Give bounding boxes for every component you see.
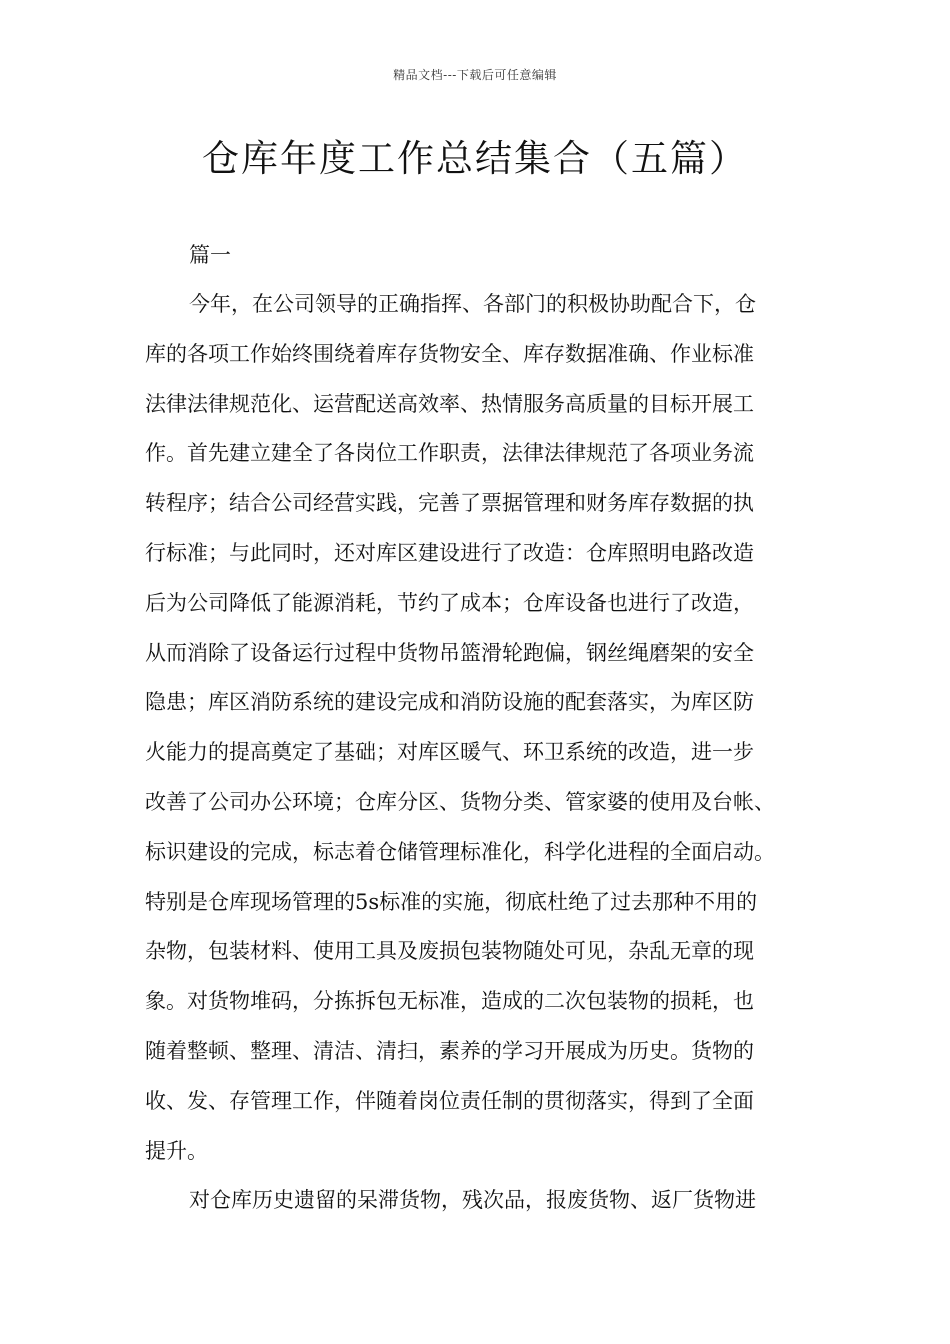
paragraph-line: 行标准；与此同时，还对库区建设进行了改造：仓库照明电路改造 — [145, 540, 754, 565]
paragraph-line: 库的各项工作始终围绕着库存货物安全、库存数据准确、作业标准 — [145, 341, 754, 366]
paragraph-line: 标识建设的完成，标志着仓储管理标准化，科学化进程的全面启动。 — [145, 839, 775, 864]
paragraph-line: 收、发、存管理工作，伴随着岗位责任制的贯彻落实，得到了全面 — [145, 1088, 754, 1113]
paragraph-line: 转程序；结合公司经营实践，完善了票据管理和财务库存数据的执 — [145, 491, 754, 516]
paragraph-2 — [145, 1176, 810, 1226]
paragraph-line: 作。首先建立建全了各岗位工作职责，法律法律规范了各项业务流 — [145, 441, 754, 466]
paragraph-line: 从而消除了设备运行过程中货物吊篮滑轮跑偏，钢丝绳磨架的安全 — [145, 640, 754, 665]
paragraph-1 — [145, 280, 810, 1176]
paragraph-line: 随着整顿、整理、清洁、清扫，素养的学习开展成为历史。货物的 — [145, 1038, 754, 1063]
paragraph-line: 隐患；库区消防系统的建设完成和消防设施的配套落实，为库区防 — [145, 690, 754, 715]
document-title: 仓库年度工作总结集合（五篇） — [202, 137, 748, 180]
paragraph-line: 改善了公司办公环境；仓库分区、货物分类、管家婆的使用及台帐、 — [145, 789, 775, 814]
paragraph-line: 提升。 — [145, 1138, 208, 1163]
paragraph-line: 后为公司降低了能源消耗，节约了成本；仓库设备也进行了改造， — [145, 590, 754, 615]
section-heading: 篇一 — [189, 243, 231, 267]
paragraph-line: 特别是仓库现场管理的5s标准的实施，彻底杜绝了过去那种不用的 — [145, 889, 758, 914]
paragraph-line: 今年，在公司领导的正确指挥、各部门的积极协助配合下，仓 — [189, 292, 756, 316]
paragraph-line: 火能力的提高奠定了基础；对库区暖气、环卫系统的改造，进一步 — [145, 740, 754, 765]
page-header: 精品文档---下载后可任意编辑 — [393, 68, 557, 82]
paragraph-line: 象。对货物堆码，分拣拆包无标准，造成的二次包装物的损耗，也 — [145, 989, 754, 1014]
paragraph-line: 杂物，包装材料、使用工具及废损包装物随处可见，杂乱无章的现 — [145, 939, 754, 964]
document-body — [145, 230, 810, 1226]
paragraph-line: 对仓库历史遗留的呆滞货物，残次品，报废货物、返厂货物进 — [189, 1188, 756, 1213]
paragraph-line: 法律法律规范化、运营配送高效率、热情服务高质量的目标开展工 — [145, 391, 754, 416]
